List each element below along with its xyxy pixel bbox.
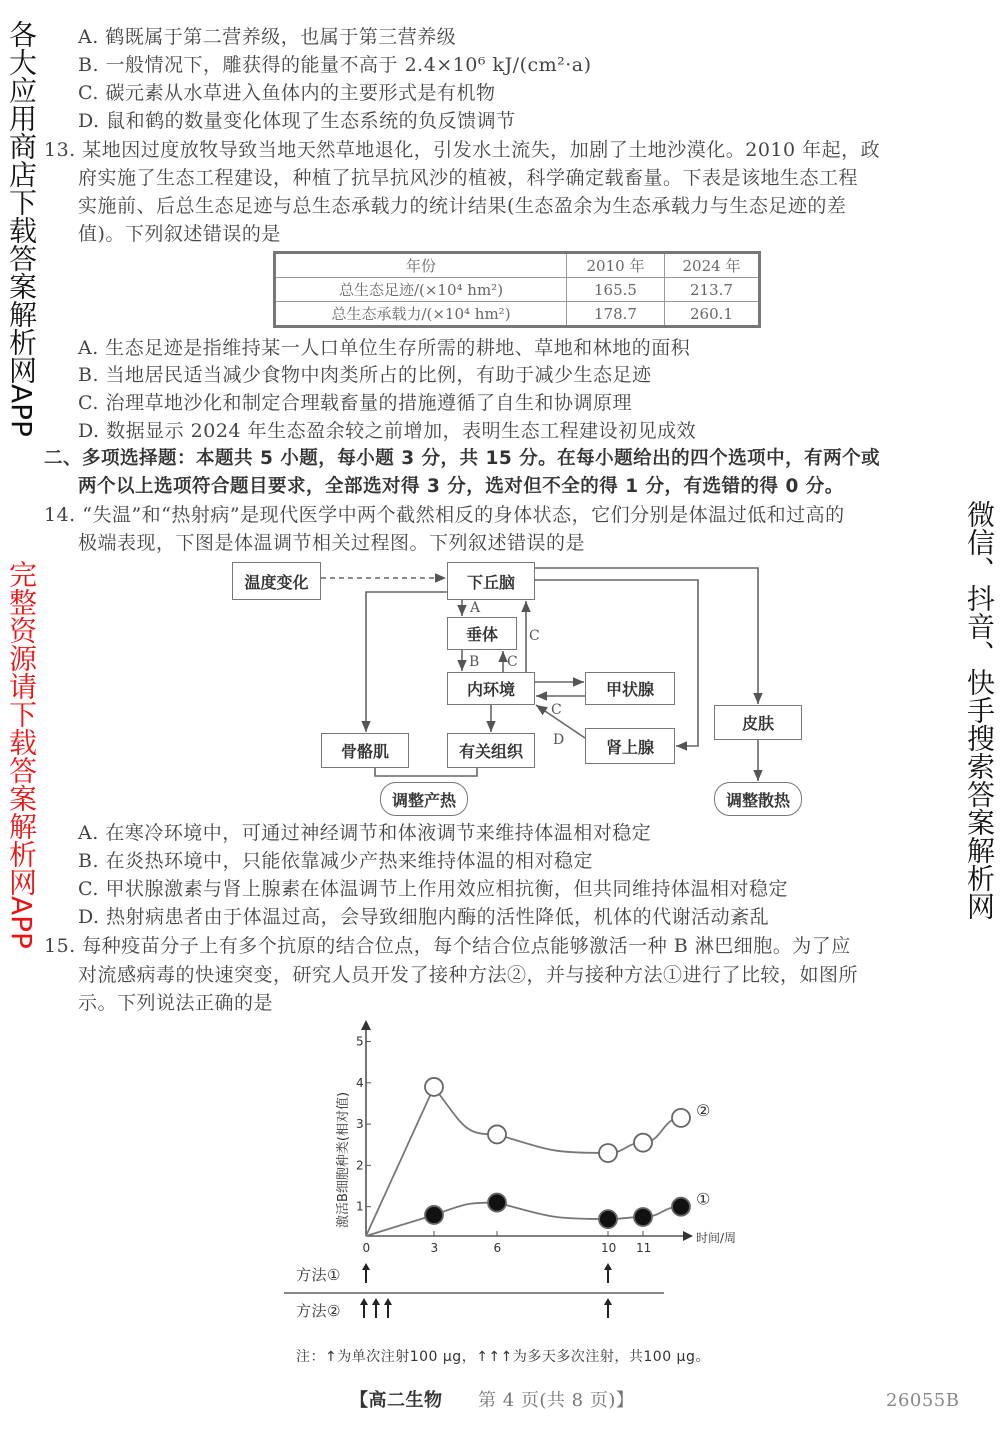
label-c: C (529, 628, 540, 644)
q15-stem: 示。下列说法正确的是 (78, 992, 274, 1014)
section-heading: 两个以上选项符合题目要求，全部选对得 3 分，选对但不全的得 1 分，有选错的得 0 分。 (78, 476, 844, 497)
q12-option-d: D. 鼠和鹤的数量变化体现了生态系统的负反馈调节 (78, 110, 516, 132)
x-axis-label: 时间/周 (696, 1231, 737, 1245)
method-1-label: 方法① (296, 1266, 341, 1284)
q13-option-d: D. 数据显示 2024 年生态盈余较之前增加，表明生态工程建设初见成效 (78, 420, 697, 442)
box-skeletal-muscle: 骨骼肌 (321, 733, 409, 768)
section-heading: 二、多项选择题：本题共 5 小题，每小题 3 分，共 15 分。在每小题给出的四个选项中，有两个或 (44, 448, 881, 469)
divider (284, 1292, 664, 1294)
footer-code: 26055B (886, 1390, 960, 1411)
q13-stem: 13. 某地因过度放牧导致当地天然草地退化，引发水土流失，加剧了土地沙漠化。2010 年起，政 (44, 139, 881, 161)
injection-arrow-head (362, 1263, 370, 1270)
y-tick-label: 4 (356, 1075, 364, 1090)
x-tick-label: 11 (636, 1241, 652, 1255)
injection-arrow-head (604, 1263, 612, 1270)
table-cell: 178.7 (567, 302, 665, 327)
watermark: 各大应用商店下载答案解析网APP (5, 20, 38, 437)
q12-option-c: C. 碳元素从水草进入鱼体内的主要形式是有机物 (78, 82, 496, 104)
x-tick-label: 3 (430, 1241, 439, 1255)
watermark: 完整资源请下载答案解析网APP (5, 560, 38, 949)
q12-option-a: A. 鹤既属于第二营养级，也属于第三营养级 (78, 26, 457, 48)
data-point (599, 1210, 617, 1228)
box-thyroid: 甲状腺 (585, 672, 675, 705)
footer-page: 第 4 页(共 8 页)】 (478, 1390, 635, 1411)
q13-option-c: C. 治理草地沙化和制定合理载畜量的措施遵循了自生和协调原理 (78, 392, 632, 414)
chart (335, 1020, 736, 1318)
x-axis-arrow (683, 1231, 693, 1241)
arrow-to-skin (535, 568, 758, 704)
table-cell: 260.1 (665, 302, 760, 327)
q14-stem: 14. “失温”和“热射病”是现代医学中两个截然相反的身体状态，它们分别是体温过低和过高的 (44, 504, 845, 526)
q13-option-a: A. 生态足迹是指维持某一人口单位生存所需的耕地、草地和林地的面积 (78, 337, 691, 359)
q14-option-c: C. 甲状腺激素与肾上腺素在体温调节上作用效应相抗衡，但共同维持体温相对稳定 (78, 878, 788, 900)
watermark: 微信、抖音、快手搜索答案解析网 (963, 500, 996, 920)
data-point (634, 1208, 652, 1226)
injection-arrow-head (384, 1298, 392, 1305)
label-b: B (469, 654, 480, 670)
q14-option-d: D. 热射病患者由于体温过高，会导致细胞内酶的活性降低，机体的代谢活动紊乱 (78, 906, 770, 928)
q14-option-b: B. 在炎热环境中，只能依靠减少产热来维持体温的相对稳定 (78, 850, 594, 872)
bracket-heat-production (375, 768, 477, 776)
y-tick-label: 2 (356, 1158, 364, 1173)
data-point (672, 1109, 690, 1127)
footer-subject: 【高二生物 (350, 1390, 443, 1411)
box-adjust-heat-dissipation: 调整散热 (714, 782, 802, 816)
table-cell: 165.5 (567, 278, 665, 302)
table-cell: 总生态承载力/(×10⁴ hm²) (275, 302, 567, 327)
q14-option-a: A. 在寒冷环境中，可通过神经调节和体液调节来维持体温相对稳定 (78, 822, 652, 844)
injection-arrow-head (372, 1298, 380, 1305)
q13-stem: 实施前、后总生态足迹与总生态承载力的统计结果(生态盈余为生态承载力与生态足迹的差 (78, 195, 847, 217)
q14-stem: 极端表现，下图是体温调节相关过程图。下列叙述错误的是 (78, 532, 586, 554)
injection-arrow-head (604, 1298, 612, 1305)
injection-arrow-head (360, 1298, 368, 1305)
y-axis-arrow (361, 1020, 371, 1030)
data-point (634, 1134, 652, 1152)
series-label: ② (696, 1100, 711, 1120)
arrow-to-muscle (366, 592, 447, 732)
q13-option-b: B. 当地居民适当减少食物中肉类所占的比例，有助于减少生态足迹 (78, 364, 652, 386)
label-a: A (470, 600, 481, 616)
series-label: ① (696, 1189, 711, 1209)
table-header: 年份 (275, 253, 567, 278)
y-tick-label: 1 (356, 1199, 364, 1214)
data-point (488, 1194, 506, 1212)
label-d: D (553, 732, 565, 748)
box-hypothalamus: 下丘脑 (447, 562, 535, 600)
method-2-label: 方法② (296, 1302, 341, 1320)
q15-stem: 15. 每种疫苗分子上有多个抗原的结合位点，每个结合位点能够激活一种 B 淋巴细胞。为了应 (44, 935, 851, 957)
x-tick-label: 6 (493, 1241, 502, 1255)
q13-stem: 值)。下列叙述错误的是 (78, 223, 281, 245)
data-point (425, 1078, 443, 1096)
x-tick-label: 10 (601, 1241, 617, 1255)
box-adrenal: 肾上腺 (585, 728, 675, 764)
x-tick-label: 0 (362, 1241, 371, 1255)
q13-stem: 府实施了生态工程建设，种植了抗旱抗风沙的植被，科学确定载畜量。下表是该地生态工程 (78, 167, 859, 189)
table-header: 2010 年 (567, 253, 665, 278)
box-adjust-heat-production: 调整产热 (380, 782, 468, 816)
y-tick-label: 3 (356, 1117, 364, 1132)
box-temperature-change: 温度变化 (232, 562, 321, 600)
injection-note: 注：↑为单次注射100 μg，↑↑↑为多天多次注射，共100 μg。 (296, 1349, 710, 1365)
box-skin: 皮肤 (714, 705, 802, 740)
label-c: C (507, 654, 518, 670)
box-related-tissue: 有关组织 (447, 733, 535, 768)
data-point (599, 1144, 617, 1162)
data-point (672, 1198, 690, 1216)
box-pituitary: 垂体 (447, 617, 517, 650)
q15-stem: 对流感病毒的快速突变，研究人员开发了接种方法②，并与接种方法①进行了比较，如图所 (78, 964, 859, 986)
table-header: 2024 年 (665, 253, 760, 278)
label-c: C (551, 702, 562, 718)
table-cell: 213.7 (665, 278, 760, 302)
table-cell: 总生态足迹/(×10⁴ hm²) (275, 278, 567, 302)
q12-option-b: B. 一般情况下，雕获得的能量不高于 2.4×10⁶ kJ/(cm²·a) (78, 54, 592, 76)
data-point (488, 1125, 506, 1143)
y-axis-label: 激活B细胞种类(相对值) (336, 1091, 351, 1228)
data-point (425, 1206, 443, 1224)
box-internal-environment: 内环境 (447, 672, 535, 705)
y-tick-label: 5 (356, 1034, 364, 1049)
